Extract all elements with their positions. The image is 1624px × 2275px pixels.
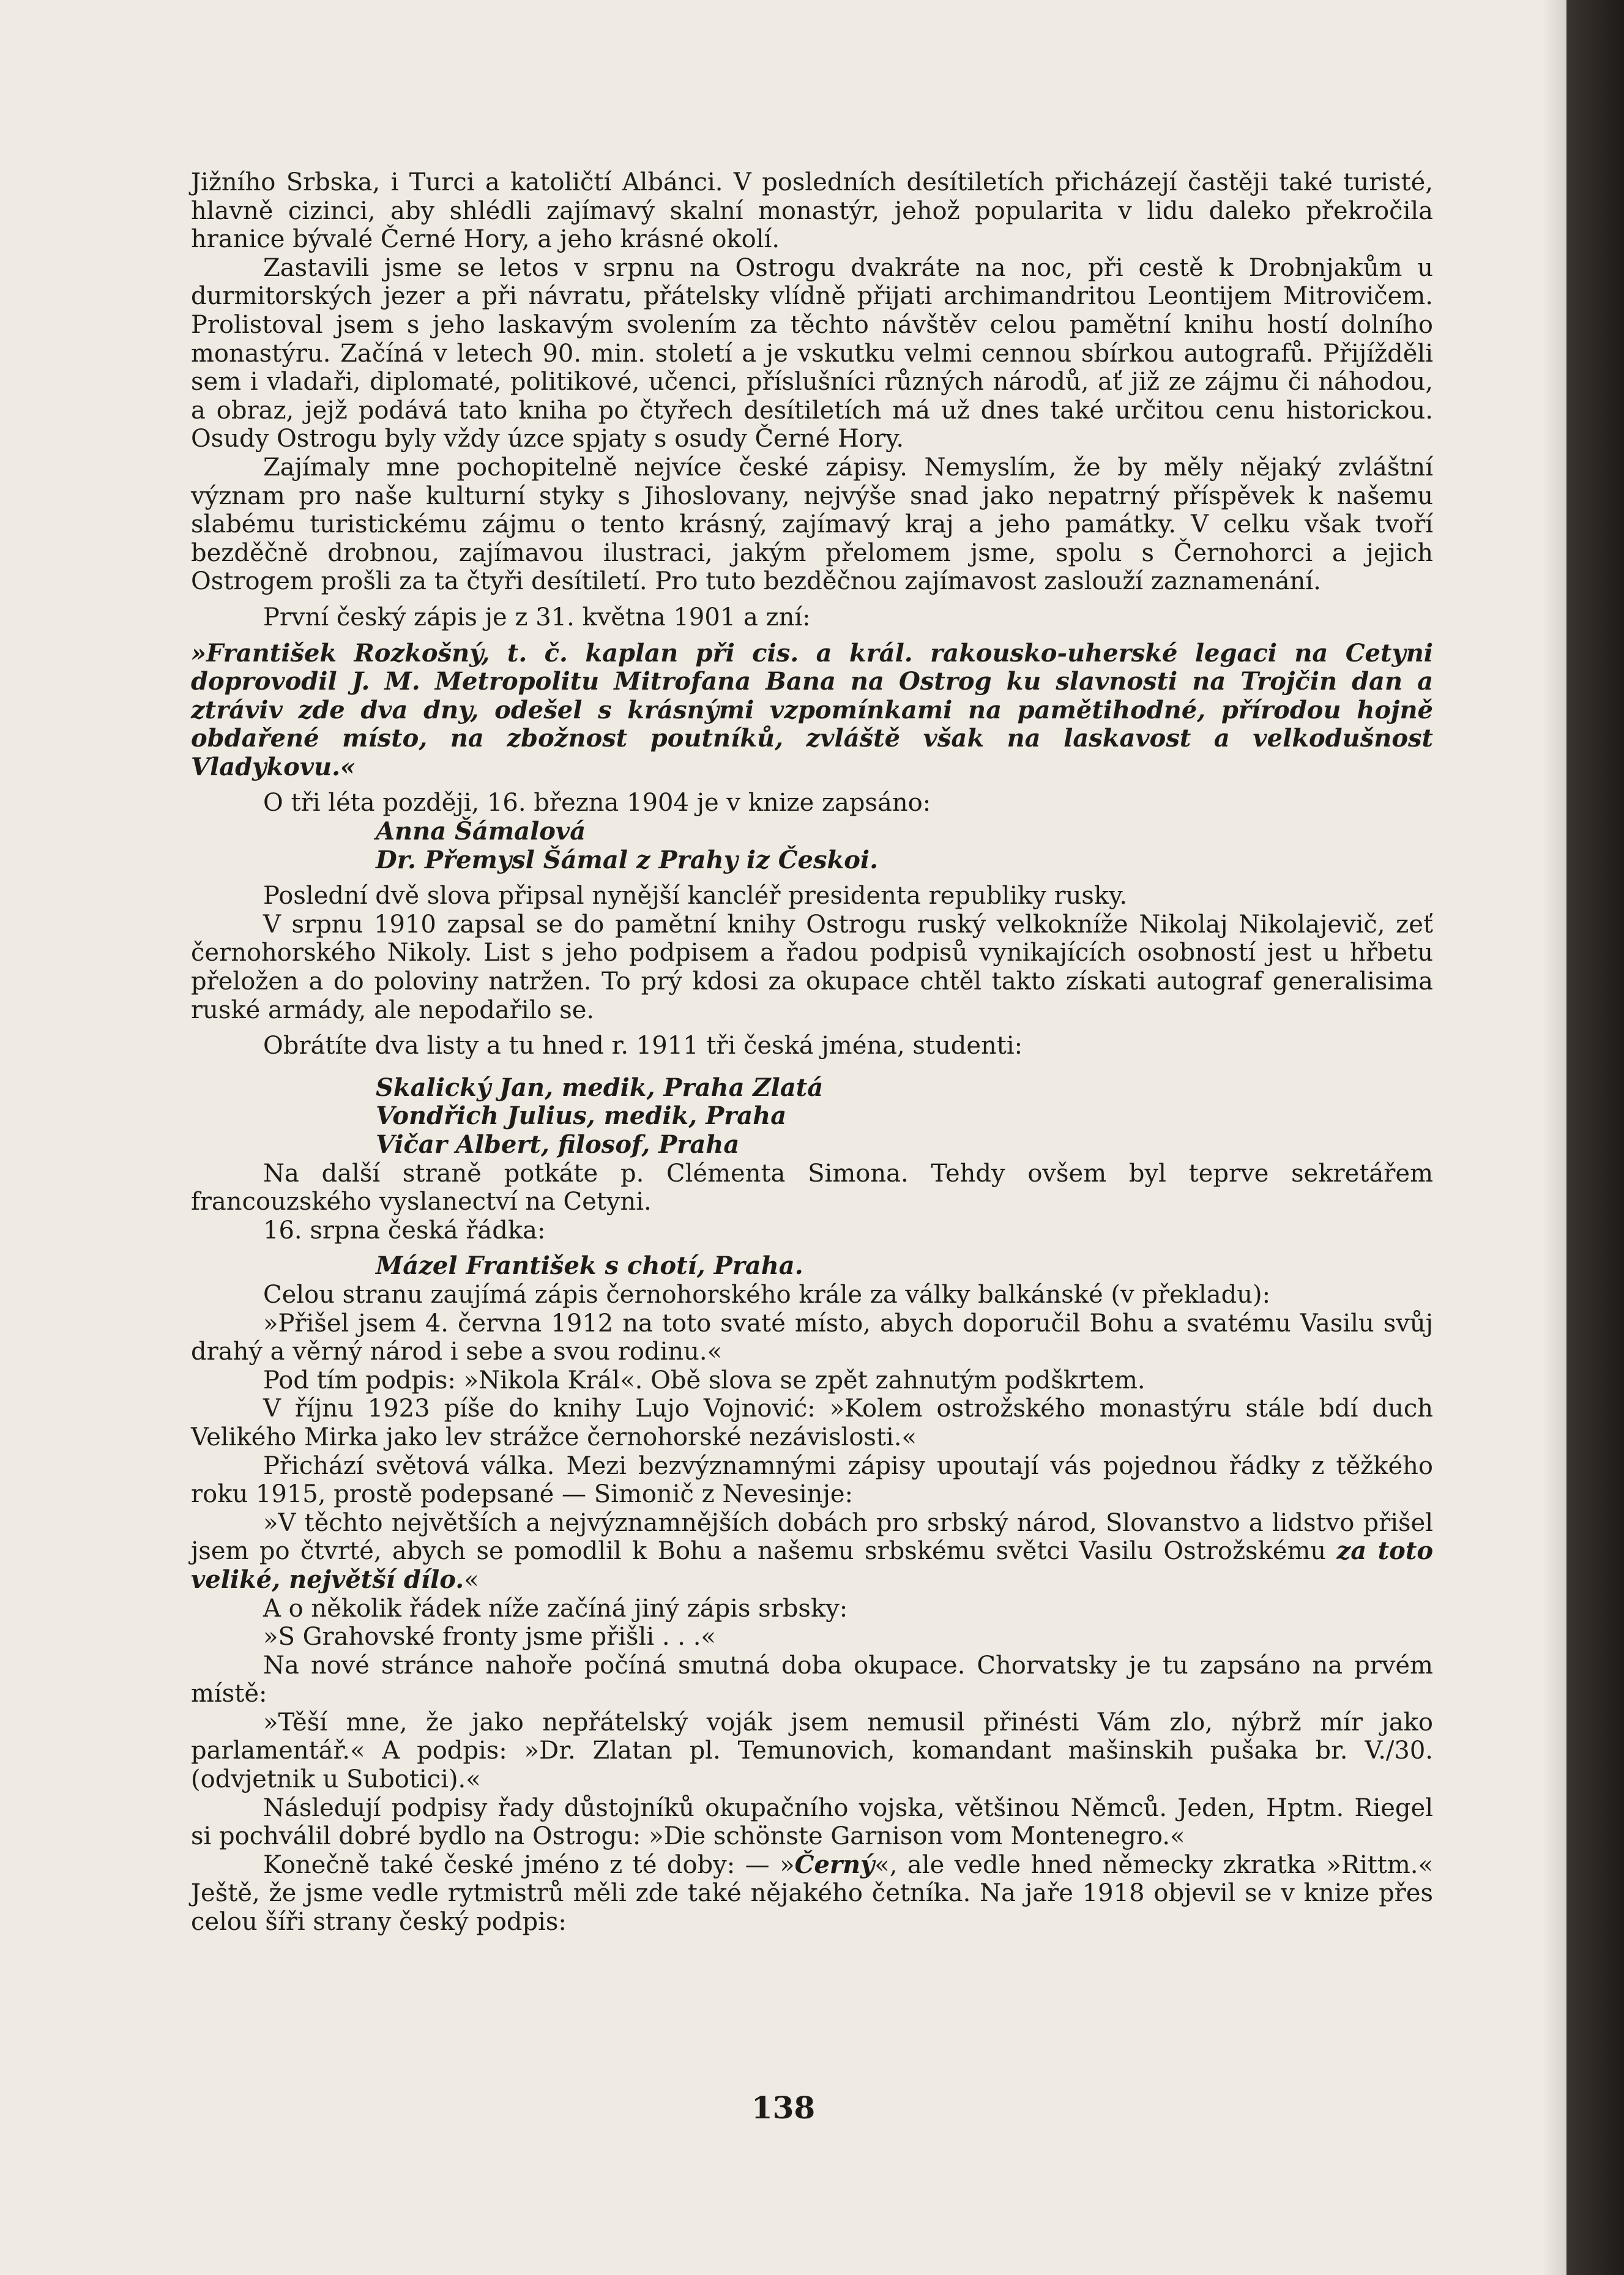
signature-line: Vičar Albert, filosof, Praha — [376, 1130, 740, 1159]
paragraph-text: »Přišel jsem 4. června 1912 na toto svaté místo, abych doporučil Bohu a svatému Vasilu svůj drahý a věrný národ i sebe a svou rodinu.« — [191, 1309, 1433, 1366]
paragraph-text: Poslední dvě slova připsal nynější kancléř presidenta republiky rusky. — [263, 882, 1128, 910]
page-body — [191, 168, 1433, 1937]
paragraph-text: Na nové stránce nahoře počíná smutná doba okupace. Chorvatsky je tu zapsáno na prvém místě: — [191, 1651, 1433, 1708]
paragraph — [191, 1452, 1433, 1509]
paragraph-text: Zajímaly mne pochopitelně nejvíce české zápisy. Nemyslím, že by měly nějaký zvláštní význam pro naše kulturní styky s Jihoslovany, nejvýše snad jako nepatrný příspěvek k našemu slabému turistickému zájmu o tento krásný, zajímavý kraj a jeho památky. V celku však tvoří bezděčně drobnou, zajímavou ilustraci, jakým přelomem jsme, spolu s Černohorci a jejich Ostrogem prošli za ta čtyři desítiletí. Pro tuto bezděčnou zajímavost zaslouží zaznamenání. — [191, 453, 1433, 596]
paragraph-text: První český zápis je z 31. května 1901 a zní: — [263, 603, 811, 631]
emphasis-text: za toto veliké, největší dílo. — [191, 1536, 1433, 1594]
paragraph — [191, 1309, 1433, 1366]
signature-line: Vondřich Julius, medik, Praha — [376, 1101, 787, 1131]
signature-line: Anna Šámalová — [376, 817, 586, 846]
paragraph-text: Zastavili jsme se letos v srpnu na Ostrogu dvakráte na noc, při cestě k Drobnjakům u durmitorských jezer a při návratu, přátelsky vlídně přijati archimandritou Leontijem Mitrovičem. Prolistoval jsem s jeho laskavým svolením za těchto návštěv celou pamětní knihu hostí dolního monastýru. Začíná v letech 90. min. století a je vskutku velmi cennou sbírkou autografů. Přijížděli sem i vladaři, diplomaté, politikové, učenci, příslušníci různých národů, ať již ze zájmu či náhodou, a obraz, jejž podává tato kniha po čtyřech desítiletích má už dnes také určitou cenu historickou. Osudy Ostrogu byly vždy úzce spjaty s osudy Černé Hory. — [191, 253, 1433, 453]
paragraph — [191, 254, 1433, 453]
paragraph-tail: « — [464, 1565, 479, 1594]
paragraph — [191, 168, 1433, 254]
paragraph-text: V říjnu 1923 píše do knihy Lujo Vojnović: »Kolem ostrožského monastýru stále bdí duch Velikého Mirka jako lev strážce černohorské nezávislosti.« — [191, 1394, 1433, 1451]
paragraph — [191, 1623, 1433, 1651]
page-number: 138 — [751, 2090, 816, 2126]
paragraph — [191, 910, 1433, 1024]
paragraph-text: Obrátíte dva listy a tu hned r. 1911 tři česká jména, studenti: — [263, 1032, 1023, 1060]
paragraph-text: Konečně také české jméno z té doby: — » — [263, 1850, 795, 1879]
paragraph — [191, 789, 1433, 817]
page-edge-shadow — [1542, 0, 1566, 2275]
signature-list — [376, 817, 1433, 874]
paragraph — [191, 1366, 1433, 1395]
paragraph-text: Celou stranu zaujímá zápis černohorského krále za války balkánské (v překladu): — [263, 1280, 1271, 1309]
paragraph — [191, 453, 1433, 596]
quoted-entry — [191, 639, 1433, 782]
paragraph-text: Pod tím podpis: »Nikola Král«. Obě slova se zpět zahnutým podškrtem. — [263, 1366, 1145, 1394]
paragraph — [191, 1509, 1433, 1595]
paragraph-tail: «, ale vedle hned německy zkratka »Rittm.« Ještě, že jsme vedle rytmistrů měli zde také nějakého četníka. Na jaře 1918 objevil se v knize přes celou šíři strany český podpis: — [191, 1850, 1433, 1937]
paragraph-text: A o několik řádek níže začíná jiný zápis srbsky: — [263, 1594, 848, 1623]
paragraph — [191, 1216, 1433, 1245]
signature-line: Mázel František s chotí, Praha. — [376, 1251, 803, 1281]
paragraph — [191, 1595, 1433, 1623]
paragraph — [191, 882, 1433, 910]
paragraph — [191, 603, 1433, 632]
signature-line: Dr. Přemysl Šámal z Prahy iz Českoi. — [376, 845, 879, 874]
paragraph — [191, 1851, 1433, 1937]
signature-line: Skalický Jan, medik, Praha Zlatá — [376, 1073, 824, 1102]
paragraph — [191, 1032, 1433, 1060]
paragraph-text: »Těší mne, že jako nepřátelský voják jsem nemusil přinésti Vám zlo, nýbrž mír jako parlamentář.« A podpis: »Dr. Zlatan pl. Temunovich, komandant mašinskih pušaka br. V./30. (odvjetnik u Subotici).« — [191, 1708, 1433, 1794]
paragraph — [191, 1651, 1433, 1708]
paragraph — [191, 1708, 1433, 1794]
paragraph-text: Na další straně potkáte p. Clémenta Simona. Tehdy ovšem byl teprve sekretářem francouzského vyslanectví na Cetyni. — [191, 1159, 1433, 1216]
book-binding-fold — [1566, 0, 1624, 2275]
paragraph-text: »S Grahovské fronty jsme přišli . . .« — [263, 1623, 716, 1651]
signature-list — [376, 1252, 1433, 1281]
paragraph-text: V srpnu 1910 zapsal se do pamětní knihy Ostrogu ruský velkokníže Nikolaj Nikolajevič, zeť černohorského Nikoly. List s jeho podpisem a řadou podpisů vynikajících osobností jest u hřbetu přeložen a do poloviny natržen. To prý kdosi za okupace chtěl takto získati autograf generalisima ruské armády, ale nepodařilo se. — [191, 910, 1433, 1024]
emphasis-text: Černý — [794, 1850, 875, 1879]
paragraph-text: »V těchto největších a nejvýznamnějších dobách pro srbský národ, Slovanstvo a lidstvo přišel jsem po čtvrté, abych se pomodlil k Bohu a našemu srbskému světci Vasilu Ostrožskému — [191, 1508, 1433, 1566]
paragraph-text: Jižního Srbska, i Turci a katoličtí Albánci. V posledních desítiletích přicházejí častěji také turisté, hlavně cizinci, aby shlédli zajímavý skalní monastýr, jehož popularita v lidu daleko překročila hranice bývalé Černé Hory, a jeho krásné okolí. — [191, 168, 1433, 254]
paragraph-text: O tři léta později, 16. března 1904 je v knize zapsáno: — [263, 789, 931, 817]
paragraph-text: »František Rozkošný, t. č. kaplan při cis. a král. rakousko-uherské legaci na Cetyni doprovodil J. M. Metropolitu Mitrofana Bana na Ostrog ku slavnosti na Trojčin dan a ztráviv zde dva dny, odešel s krásnými vzpomínkami na pamětihodné, přírodou hojně obdařené místo, na zbožnost poutníků, zvláště však na laskavost a velkodušnost Vladykovu.« — [191, 638, 1433, 781]
signature-list — [376, 1074, 1433, 1160]
paragraph-text: Přichází světová válka. Mezi bezvýznamnými zápisy upoutají vás pojednou řádky z těžkého roku 1915, prostě podepsané — Simonič z Nevesinje: — [191, 1451, 1433, 1509]
paragraph — [191, 1394, 1433, 1451]
paragraph-text: 16. srpna česká řádka: — [263, 1216, 546, 1245]
paragraph — [191, 1160, 1433, 1216]
paragraph — [191, 1794, 1433, 1851]
paragraph-text: Následují podpisy řady důstojníků okupačního vojska, většinou Němců. Jeden, Hptm. Riegel si pochválil dobré bydlo na Ostrogu: »Die schönste Garnison vom Montenegro.« — [191, 1793, 1433, 1851]
paragraph — [191, 1281, 1433, 1309]
